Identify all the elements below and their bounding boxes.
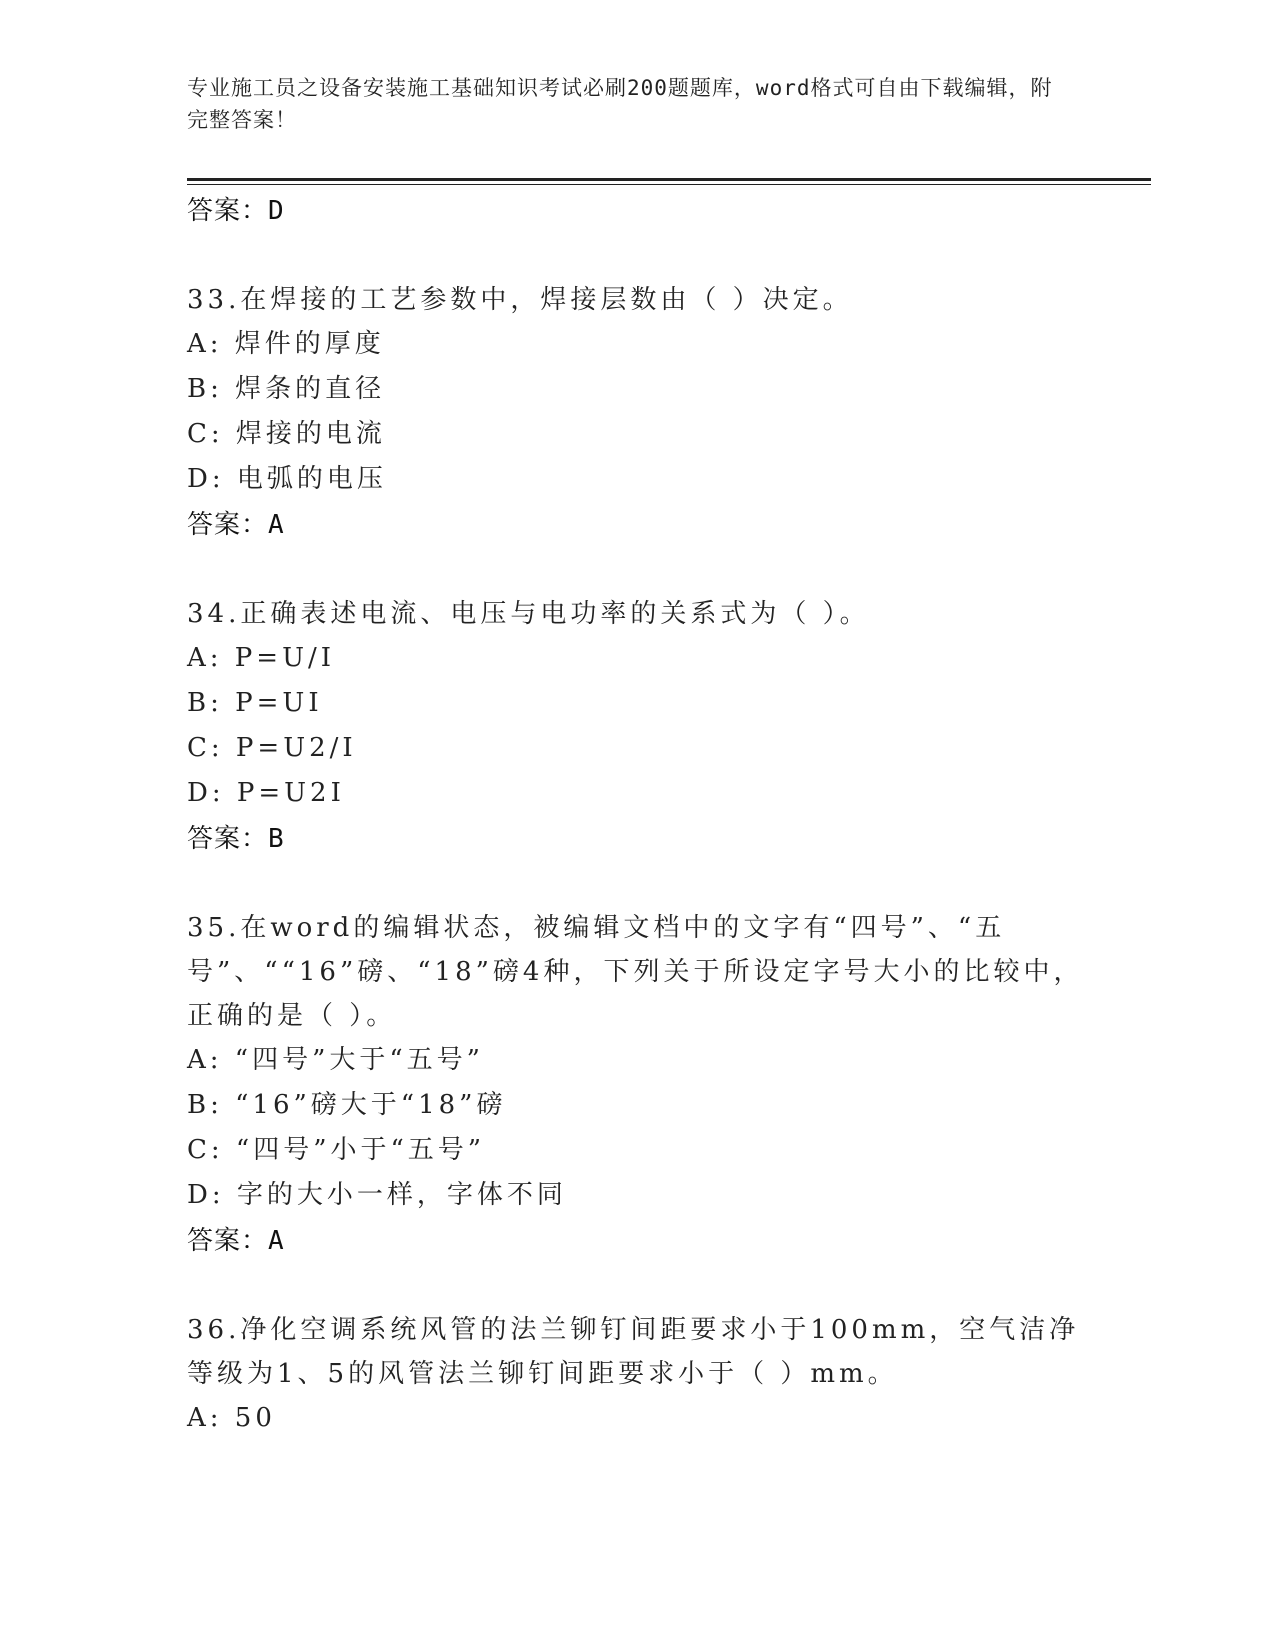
answer-32: 答案：D xyxy=(187,196,285,226)
answer: 答案：B xyxy=(187,824,285,854)
header-rule-thick xyxy=(187,178,1151,181)
answer: 答案：A xyxy=(187,1226,285,1256)
document-header: 专业施工员之设备安装施工基础知识考试必刷200题题库，word格式可自由下载编辑，附完整答案！ xyxy=(187,76,1053,132)
option-c: C: “四号”小于“五号” xyxy=(187,1135,486,1165)
option-b: B: P=UI xyxy=(187,688,323,718)
question-35 xyxy=(187,906,1087,1264)
question-text: 35.在word的编辑状态，被编辑文档中的文字有“四号”、“五号”、““16”磅、“18”磅4种，下列关于所设定字号大小的比较中，正确的是（ ）。 xyxy=(187,913,1084,1031)
question-text: 33.在焊接的工艺参数中，焊接层数由（ ）决定。 xyxy=(187,285,853,315)
option-a: A: “四号”大于“五号” xyxy=(187,1045,484,1075)
option-a: A: 焊件的厚度 xyxy=(187,329,385,359)
option-c: C: P=U2/I xyxy=(187,733,357,763)
option-d: D: 字的大小一样，字体不同 xyxy=(187,1180,567,1210)
question-33 xyxy=(187,278,1087,548)
header-rule-thin xyxy=(187,184,1151,185)
option-c: C: 焊接的电流 xyxy=(187,419,386,449)
option-d: D: 电弧的电压 xyxy=(187,464,387,494)
option-d: D: P=U2I xyxy=(187,778,345,808)
question-36 xyxy=(187,1308,1087,1441)
option-a: A: P=U/I xyxy=(187,643,336,673)
question-34 xyxy=(187,592,1087,862)
question-text: 34.正确表述电流、电压与电功率的关系式为（ ）。 xyxy=(187,599,870,629)
option-b: B: “16”磅大于“18”磅 xyxy=(187,1090,507,1120)
option-b: B: 焊条的直径 xyxy=(187,374,386,404)
option-a: A: 50 xyxy=(187,1403,276,1433)
answer: 答案：A xyxy=(187,510,285,540)
question-text: 36.净化空调系统风管的法兰铆钉间距要求小于100mm，空气洁净等级为1、5的风管法兰铆钉间距要求小于（ ）mm。 xyxy=(187,1315,1080,1389)
document-body xyxy=(187,188,1087,1441)
